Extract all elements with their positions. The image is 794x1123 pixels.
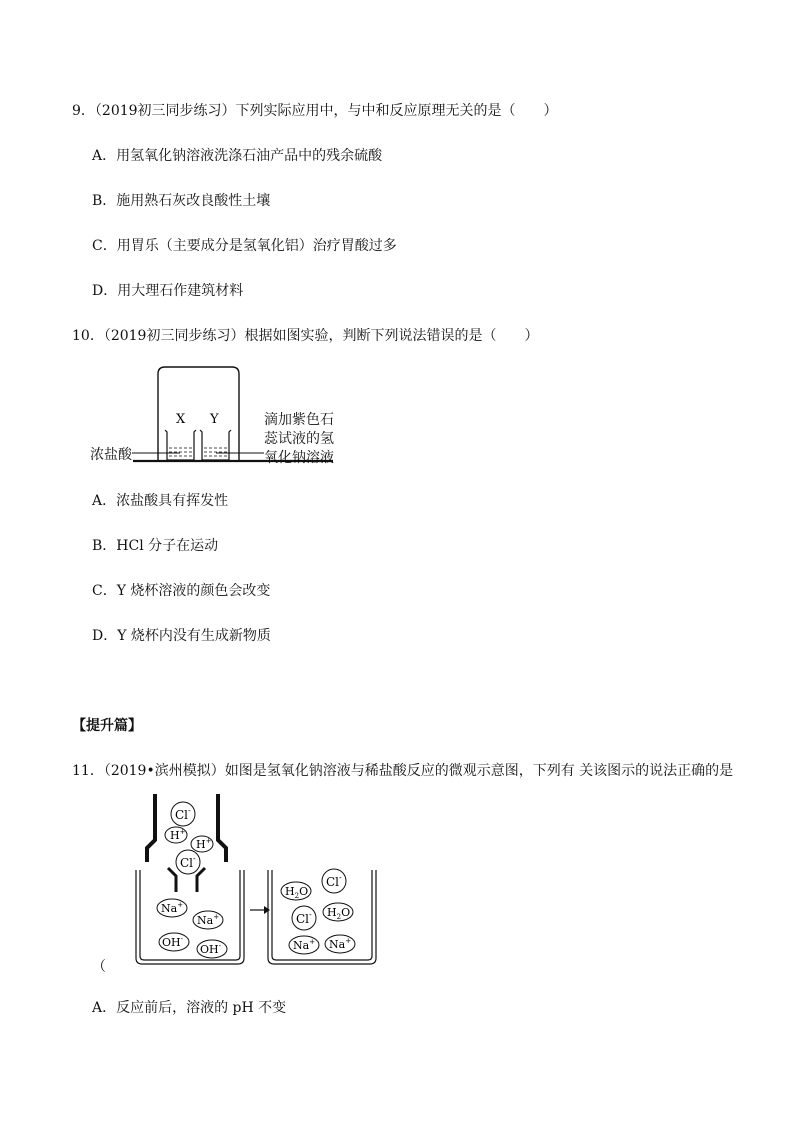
svg-text:Cl-: Cl-	[175, 806, 191, 822]
dropper-ion-h-1	[165, 827, 187, 843]
beaker-y-label: Y	[210, 412, 219, 427]
right-ion-cl-2	[292, 906, 316, 930]
question-11-figure	[130, 792, 380, 967]
question-9-stem: 9．（2019初三同步练习）下列实际应用中，与中和反应原理无关的是（ ）	[72, 103, 558, 119]
question-9-option-b: B．施用熟石灰改良酸性土壤	[92, 193, 271, 209]
svg-text:Na+: Na+	[197, 913, 220, 927]
question-9-option-d: D．用大理石作建筑材料	[92, 283, 244, 299]
dropper-left-wall	[147, 794, 155, 862]
svg-text:Na+: Na+	[329, 937, 352, 951]
dropper-ion-h-2	[191, 836, 213, 852]
question-11-option-a: A．反应前后，溶液的 pH 不变	[92, 1000, 287, 1016]
svg-text:Na+: Na+	[293, 938, 316, 952]
question-10-option-a: A．浓盐酸具有挥发性	[92, 493, 229, 509]
svg-text:H+: H+	[170, 828, 186, 842]
svg-text:Cl-: Cl-	[296, 910, 312, 926]
concentrated-hcl-label: 浓盐酸	[90, 447, 132, 463]
question-9-option-c: C．用胃乐（主要成分是氢氧化铝）治疗胃酸过多	[92, 238, 397, 254]
question-9-option-a: A．用氢氧化钠溶液洗涤石油产品中的残余硫酸	[92, 148, 383, 164]
indicator-label-line-3: 氧化钠溶液	[264, 450, 334, 466]
svg-text:OH-: OH-	[162, 935, 183, 949]
beaker-x	[165, 430, 196, 460]
left-ion-na-1	[157, 899, 187, 917]
question-10-stem: 10．（2019初三同步练习）根据如图实验，判断下列说法错误的是（ ）	[72, 328, 539, 344]
svg-text:OH-: OH-	[200, 942, 221, 956]
svg-text:Cl-: Cl-	[326, 873, 342, 889]
neutralization-diagram	[130, 792, 380, 967]
dropper-ion-cl-1	[171, 802, 195, 826]
right-water-2	[323, 903, 353, 921]
left-ion-oh-1	[159, 933, 189, 951]
dropper-ion-cl-2	[176, 850, 200, 874]
section-heading: 【提升篇】	[72, 718, 142, 734]
svg-text:Cl-: Cl-	[180, 854, 196, 870]
indicator-label-line-2: 蕊试液的氢	[264, 431, 334, 447]
svg-text:H+: H+	[196, 837, 212, 851]
right-ion-cl-1	[322, 869, 346, 893]
question-10-option-d: D．Y 烧杯内没有生成新物质	[92, 628, 271, 644]
question-11-open-paren: （	[92, 959, 106, 975]
beaker-x-label: X	[176, 412, 186, 427]
beaker-y	[200, 430, 231, 460]
right-ion-na-1	[289, 936, 319, 954]
question-11-stem: 11．（2019•滨州模拟）如图是氢氧化钠溶液与稀盐酸反应的微观示意图，下列有 关该图示的说法正确的是	[72, 763, 734, 779]
indicator-label-line-1: 滴加紫色石	[264, 412, 334, 428]
left-beaker	[136, 870, 244, 964]
svg-text:H2O: $H_2O$	[327, 906, 351, 921]
svg-text:H2O: $H_2O$	[285, 885, 309, 900]
svg-text:Na+: Na+	[161, 901, 184, 915]
right-water-1	[281, 882, 311, 900]
right-ion-na-2	[325, 935, 355, 953]
question-10-option-b: B．HCl 分子在运动	[92, 538, 219, 554]
left-ion-na-2	[193, 911, 223, 929]
dropper-right-wall	[218, 794, 226, 862]
bell-jar	[158, 367, 239, 460]
left-ion-oh-2	[197, 940, 227, 958]
question-10-option-c: C．Y 烧杯溶液的颜色会改变	[92, 583, 271, 599]
